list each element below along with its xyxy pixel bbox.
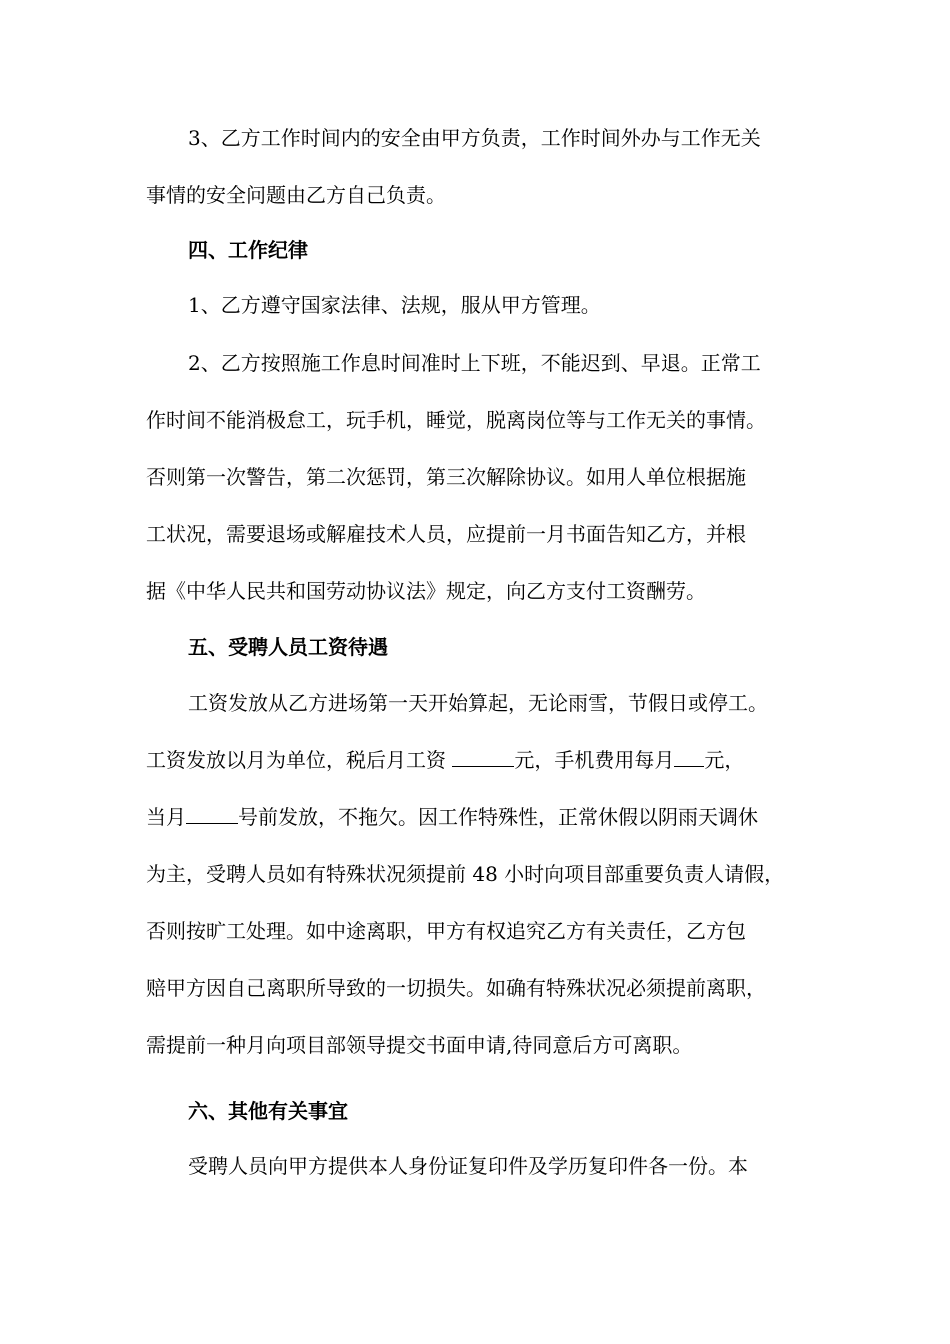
paragraph-wages-line-2: [146, 746, 744, 774]
pay-day-blank: [186, 803, 238, 824]
paragraph-rule-2-line-4: 工状况，需要退场或解雇技术人员，应提前一月书面告知乙方，并根: [146, 522, 746, 546]
section-heading-wages: 五、受聘人员工资待遇: [188, 635, 388, 659]
paragraph-wages-line-3: [146, 803, 758, 831]
wages-line-3-text-b: 号前发放，不拖欠。因工作特殊性，正常休假以阴雨天调休: [238, 805, 758, 829]
paragraph-wages-line-1: 工资发放从乙方进场第一天开始算起，无论雨雪，节假日或停工。: [188, 691, 768, 715]
phone-fee-blank: [674, 746, 704, 767]
paragraph-safety-line-1: 3、乙方工作时间内的安全由甲方负责，工作时间外办与工作无关: [188, 126, 761, 150]
wages-line-2-text-a: 工资发放以月为单位，税后月工资: [146, 748, 453, 772]
paragraph-other-line-1: 受聘人员向甲方提供本人身份证复印件及学历复印件各一份。本: [188, 1154, 748, 1178]
paragraph-rule-2-line-1: 2、乙方按照施工作息时间准时上下班，不能迟到、早退。正常工: [188, 351, 761, 375]
section-heading-discipline: 四、工作纪律: [188, 238, 308, 262]
paragraph-rule-2-line-3: 否则第一次警告，第二次惩罚，第三次解除协议。如用人单位根据施: [146, 465, 746, 489]
section-heading-other: 六、其他有关事宜: [188, 1099, 348, 1123]
paragraph-wages-line-4: 为主，受聘人员如有特殊状况须提前 48 小时向项目部重要负责人请假，: [146, 862, 785, 886]
paragraph-wages-line-6: 赔甲方因自己离职所导致的一切损失。如确有特殊状况必须提前离职，: [146, 976, 766, 1000]
wages-line-3-text-a: 当月: [146, 805, 186, 829]
paragraph-safety-line-2: 事情的安全问题由乙方自己负责。: [146, 183, 446, 207]
paragraph-wages-line-5: 否则按旷工处理。如中途离职，甲方有权追究乙方有关责任，乙方包: [146, 919, 746, 943]
paragraph-wages-line-7: 需提前一种月向项目部领导提交书面申请,待同意后方可离职。: [146, 1033, 693, 1057]
paragraph-rule-2-line-2: 作时间不能消极怠工，玩手机，睡觉，脱离岗位等与工作无关的事情。: [146, 408, 766, 432]
wages-line-2-text-c: 元，: [704, 748, 745, 772]
paragraph-rule-2-line-5: 据《中华人民共和国劳动协议法》规定，向乙方支付工资酬劳。: [146, 579, 706, 603]
wages-line-2-text-b: 元，手机费用每月: [514, 748, 675, 772]
paragraph-rule-1: 1、乙方遵守国家法律、法规，服从甲方管理。: [188, 293, 601, 317]
monthly-wage-blank: [452, 746, 514, 767]
